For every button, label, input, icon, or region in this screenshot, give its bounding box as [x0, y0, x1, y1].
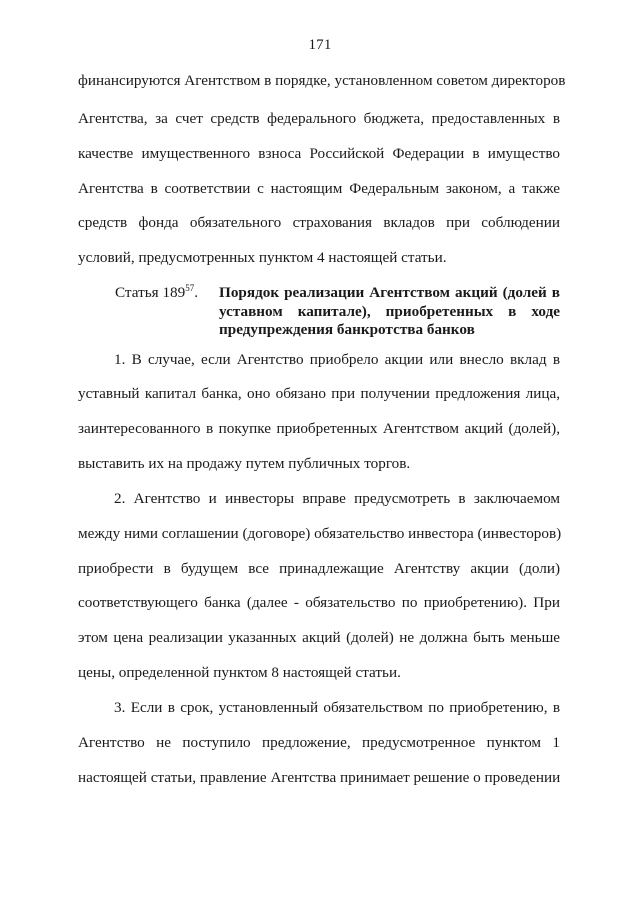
- text-line: 3. Если в срок, установленный обязательством по приобретению, в: [114, 699, 560, 716]
- text-line: этом цена реализации указанных акций (долей) не должна быть меньше: [78, 629, 560, 646]
- text-line: заинтересованного в покупке приобретенных Агентством акций (долей),: [78, 420, 560, 437]
- text-line: выставить их на продажу путем публичных торгов.: [78, 455, 411, 472]
- text-line: уставный капитал банка, оно обязано при получении предложения лица,: [78, 385, 560, 402]
- article-number: Статья 189: [115, 284, 186, 301]
- heading-line: Порядок реализации Агентством акций (долей в: [219, 284, 560, 301]
- text-line: средств фонда обязательного страхования вкладов при соблюдении: [78, 214, 560, 231]
- article-superscript: 57: [185, 283, 195, 293]
- text-line: приобрести в будущем все принадлежащие Агентству акции (доли): [78, 560, 560, 577]
- text-line: условий, предусмотренных пунктом 4 настоящей статьи.: [78, 249, 447, 266]
- text-line: настоящей статьи, правление Агентства принимает решение о проведении: [78, 769, 561, 786]
- page-number: 171: [308, 37, 332, 53]
- heading-line: уставном капитале), приобретенных в ходе: [219, 303, 560, 320]
- text-line: Агентства в соответствии с настоящим Федеральным законом, а также: [78, 180, 560, 197]
- text-line: Агентства, за счет средств федерального бюджета, предоставленных в: [78, 110, 560, 127]
- text-line: качестве имущественного взноса Российской Федерации в имущество: [78, 145, 560, 162]
- text-line: Агентство не поступило предложение, предусмотренное пунктом 1: [78, 734, 560, 751]
- article-label-suffix: .: [194, 284, 199, 301]
- text-line: 2. Агентство и инвесторы вправе предусмотреть в заключаемом: [114, 490, 560, 507]
- text-line: 1. В случае, если Агентство приобрело акции или внесло вклад в: [114, 351, 560, 368]
- article-label: [115, 284, 198, 302]
- text-line: финансируются Агентством в порядке, установленном советом директоров: [78, 72, 566, 89]
- heading-line: предупреждения банкротства банков: [219, 321, 475, 338]
- text-line: соответствующего банка (далее - обязательство по приобретению). При: [78, 594, 560, 611]
- text-line: цены, определенной пунктом 8 настоящей статьи.: [78, 664, 401, 681]
- text-line: между ними соглашении (договоре) обязательство инвестора (инвесторов): [78, 525, 562, 542]
